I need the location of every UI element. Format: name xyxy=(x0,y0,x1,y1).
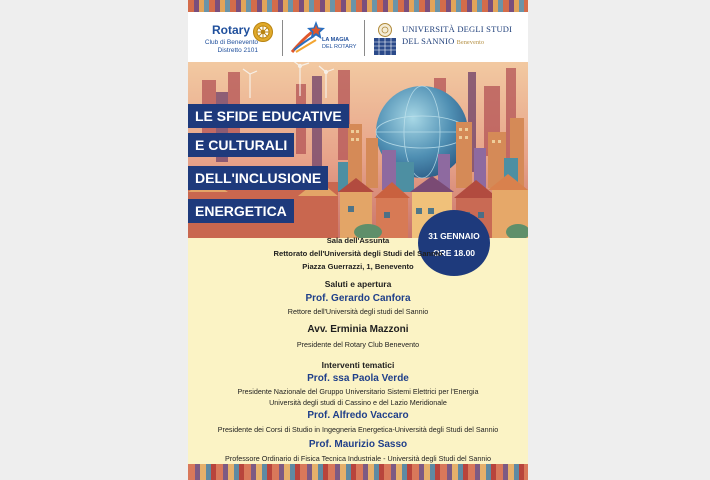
speaker-role: Università degli studi di Cassino e del Lazio Meridionale xyxy=(269,398,447,407)
venue-hall: Sala dell'Assunta xyxy=(326,236,390,245)
speaker-name: Avv. Erminia Mazzoni xyxy=(307,324,409,335)
event-time: ORE 18.00 xyxy=(432,248,476,258)
title-line-3: DELL'INCLUSIONE xyxy=(188,166,328,190)
university-name-line2 xyxy=(402,36,484,46)
speaker-role: Rettore dell'Università degli studi del Sannio xyxy=(287,307,429,316)
venue-building: Rettorato dell'Università degli Studi del Sannio xyxy=(273,249,443,258)
event-date: 31 GENNAIO xyxy=(428,231,480,241)
rotary-district: Distretto 2101 xyxy=(217,47,258,54)
university-name: UNIVERSITÀ DEGLI STUDI xyxy=(402,24,513,34)
title-line-2: E CULTURALI xyxy=(188,133,294,157)
logo-header xyxy=(188,12,528,62)
talks-heading: Interventi tematici xyxy=(321,360,395,370)
venue-address: Piazza Guerrazzi, 1, Benevento xyxy=(302,262,414,271)
rotary-club: Club di Benevento xyxy=(204,39,258,46)
speaker-name: Prof. Maurizio Sasso xyxy=(308,439,408,450)
university-city: Benevento xyxy=(456,40,485,46)
speaker-name: Prof. Gerardo Canfora xyxy=(305,293,411,304)
magia-logo-text xyxy=(322,37,356,50)
greetings-heading: Saluti e apertura xyxy=(324,279,392,289)
speaker-name: Prof. Alfredo Vaccaro xyxy=(307,410,409,421)
university-sannio: DEL SANNIO xyxy=(402,36,455,46)
speaker-name: Prof. ssa Paola Verde xyxy=(307,373,409,384)
rotary-club-info xyxy=(196,39,258,55)
title-line-4: ENERGETICA xyxy=(188,199,294,223)
university-crest-icon xyxy=(372,22,398,56)
magia-star-icon xyxy=(288,18,326,56)
program-content xyxy=(188,236,528,464)
magia-line2: DEL ROTARY xyxy=(322,43,357,50)
speaker-role: Presidente dei Corsi di Studio in Ingegneria Energetica-Università degli Studi del Sannio xyxy=(217,425,499,434)
event-poster xyxy=(188,0,528,480)
header-divider xyxy=(282,20,283,56)
rotary-name: Rotary xyxy=(212,23,251,37)
speaker-role: Presidente Nazionale del Gruppo Universitario Sistemi Elettrici per l'Energia xyxy=(237,387,479,396)
speaker-role: Presidente del Rotary Club Benevento xyxy=(296,340,420,349)
title-line-1: LE SFIDE EDUCATIVE xyxy=(188,104,349,128)
decorative-border-top xyxy=(188,0,528,12)
decorative-border-bottom xyxy=(188,464,528,480)
speaker-role: Professore Ordinario di Fisica Tecnica Industriale - Università degli Studi del Sannio xyxy=(225,454,491,463)
header-divider xyxy=(364,20,365,56)
magia-line1: LA MAGIA xyxy=(322,37,349,43)
